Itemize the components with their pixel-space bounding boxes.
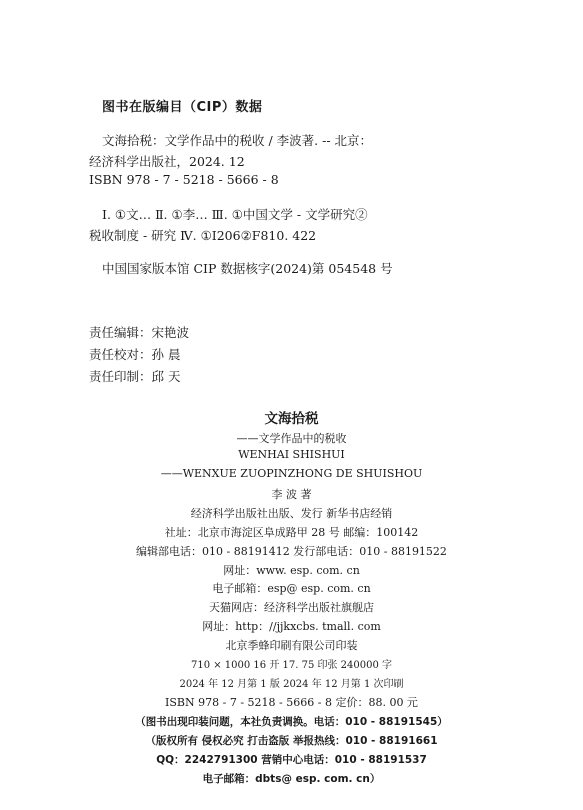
cip-line-classification-cont: 税收制度 - 研究 Ⅳ. ①I206②F810. 422 xyxy=(89,228,317,243)
cip-line-publisher: 经济科学出版社，2024. 12 xyxy=(89,154,245,169)
responsible-proofreader: 责任校对：孙 晨 xyxy=(89,347,181,362)
colophon-author: 李 波 著 xyxy=(271,488,312,501)
colophon-subtitle: ——文学作品中的税收 xyxy=(236,432,347,445)
cip-line-classification: Ⅰ. ①文… Ⅱ. ①李… Ⅲ. ①中国文学 - 文学研究② xyxy=(102,207,368,222)
colophon-email: 电子邮箱：esp@ esp. com. cn xyxy=(212,582,371,595)
colophon-notice-qq: QQ：2242791300 营销中心电话：010 - 88191537 xyxy=(156,754,427,766)
colophon-format: 710 × 1000 16 开 17. 75 印张 240000 字 xyxy=(190,660,393,671)
cip-title: 图书在版编目（CIP）数据 xyxy=(102,100,263,115)
responsible-editor: 责任编辑：宋艳波 xyxy=(89,325,190,340)
colophon-isbn-price: ISBN 978 - 7 - 5218 - 5666 - 8 定价：88. 00 元 xyxy=(165,696,418,709)
colophon-title-pinyin: WENHAI SHISHUI xyxy=(238,448,345,461)
cip-line-title: 文海拾税：文学作品中的税收 / 李波著. -- 北京： xyxy=(102,133,373,148)
colophon-tmall-store: 天猫网店：经济科学出版社旗舰店 xyxy=(209,601,374,614)
colophon-notice-reprint: （图书出现印装问题，本社负责调换。电话：010 - 88191545） xyxy=(135,716,448,728)
cip-line-record-number: 中国国家版本馆 CIP 数据核字(2024)第 054548 号 xyxy=(102,261,393,276)
colophon-publisher: 经济科学出版社出版、发行 新华书店经销 xyxy=(190,507,393,520)
colophon-edition: 2024 年 12 月第 1 版 2024 年 12 月第 1 次印刷 xyxy=(179,679,404,690)
responsible-printing: 责任印制：邱 天 xyxy=(89,369,181,384)
colophon-notice-copyright: （版权所有 侵权必究 打击盗版 举报热线：010 - 88191661 xyxy=(145,735,438,747)
colophon-notice-email: 电子邮箱：dbts@ esp. com. cn） xyxy=(202,773,381,785)
colophon-subtitle-pinyin: ——WENXUE ZUOPINZHONG DE SHUISHOU xyxy=(160,467,423,480)
colophon-address: 社址：北京市海淀区阜成路甲 28 号 邮编：100142 xyxy=(164,526,419,539)
colophon-phones: 编辑部电话：010 - 88191412 发行部电话：010 - 88191522 xyxy=(136,545,447,558)
cip-line-isbn: ISBN 978 - 7 - 5218 - 5666 - 8 xyxy=(89,172,279,187)
colophon-title: 文海拾税 xyxy=(264,411,319,427)
colophon-printer: 北京季蜂印刷有限公司印装 xyxy=(225,639,358,652)
colophon-tmall-url: 网址：http：//jjkxcbs. tmall. com xyxy=(202,620,381,633)
colophon-website: 网址：www. esp. com. cn xyxy=(223,564,360,577)
